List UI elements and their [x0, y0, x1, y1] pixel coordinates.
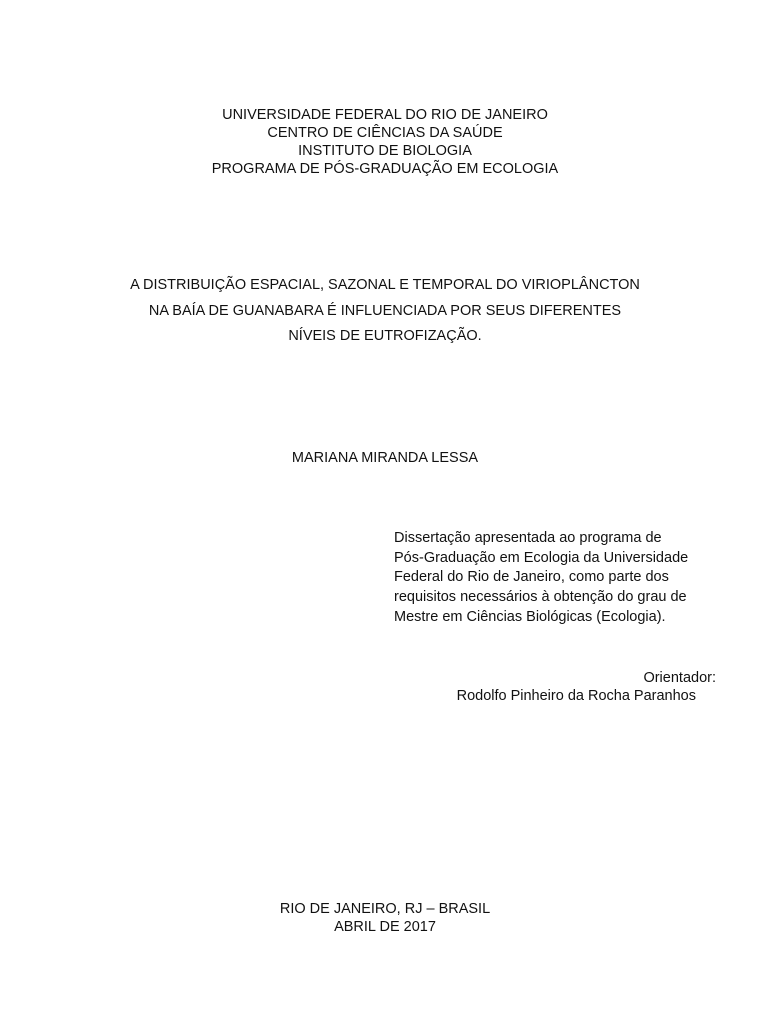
title-line-3: NÍVEIS DE EUTROFIZAÇÃO.: [288, 328, 482, 344]
dissertation-title: [0, 273, 770, 350]
advisor-block: [380, 669, 716, 705]
center-name: CENTRO DE CIÊNCIAS DA SAÚDE: [267, 125, 503, 141]
footer-block: [0, 900, 770, 936]
program-name: PROGRAMA DE PÓS-GRADUAÇÃO EM ECOLOGIA: [211, 161, 559, 177]
dissertation-statement: [394, 529, 724, 628]
footer-location: RIO DE JANEIRO, RJ – BRASIL: [279, 901, 491, 917]
author-name: MARIANA MIRANDA LESSA: [291, 450, 479, 466]
statement-line-3: Federal do Rio de Janeiro, como parte dos: [394, 569, 669, 586]
statement-line-4: requisitos necessários à obtenção do grau de: [394, 589, 687, 606]
advisor-label: Orientador:: [643, 670, 716, 686]
statement-line-2: Pós-Graduação em Ecologia da Universidade: [394, 549, 689, 566]
title-line-1: A DISTRIBUIÇÃO ESPACIAL, SAZONAL E TEMPORAL DO VIRIOPLÂNCTON: [130, 277, 640, 293]
institute-name: INSTITUTO DE BIOLOGIA: [298, 143, 472, 159]
university-name: UNIVERSIDADE FEDERAL DO RIO DE JANEIRO: [222, 107, 548, 123]
advisor-name: Rodolfo Pinheiro da Rocha Paranhos: [456, 688, 696, 704]
footer-date: ABRIL DE 2017: [334, 919, 436, 935]
statement-line-1: Dissertação apresentada ao programa de: [394, 530, 662, 546]
institution-header: [0, 106, 770, 178]
statement-line-5: Mestre em Ciências Biológicas (Ecologia).: [394, 608, 666, 625]
title-line-2: NA BAÍA DE GUANABARA É INFLUENCIADA POR SEUS DIFERENTES: [148, 302, 622, 319]
